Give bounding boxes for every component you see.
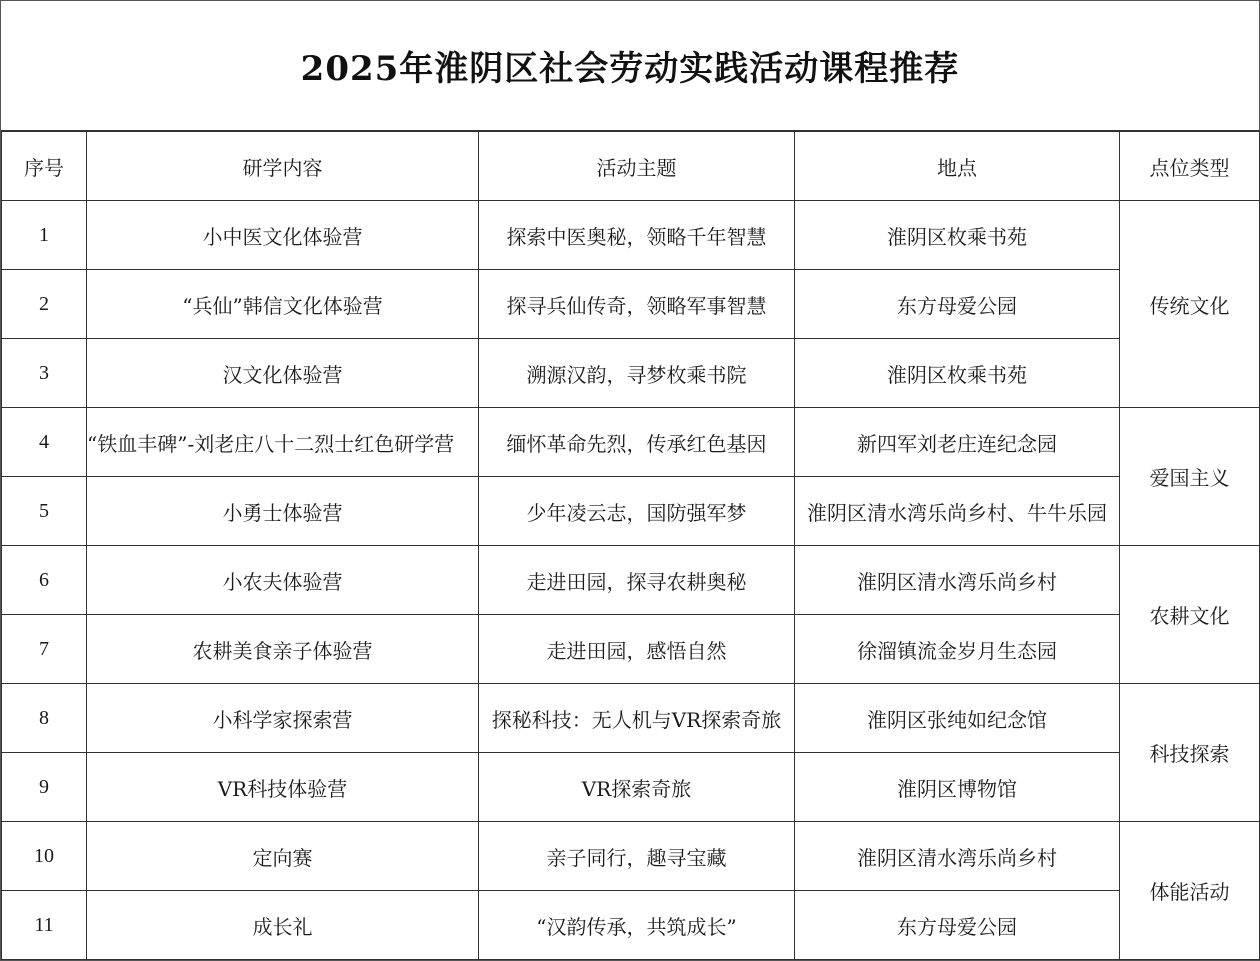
cell-no[interactable]: 4 [2,408,87,477]
cell-no[interactable]: 8 [2,684,87,753]
header-place[interactable]: 地点 [795,132,1120,201]
cell-content-text: “铁血丰碑”-刘老庄八十二烈士红色研学营 [87,431,455,456]
title-cell[interactable] [1,1,1259,131]
cell-content[interactable] [87,408,479,477]
table-row [2,339,1260,408]
cell-theme[interactable]: 亲子同行，趣寻宝藏 [479,822,795,891]
cell-no[interactable]: 7 [2,615,87,684]
table-row [2,891,1260,960]
cell-place[interactable]: 淮阴区清水湾乐尚乡村 [795,822,1120,891]
cell-theme[interactable]: 探秘科技：无人机与VR探索奇旅 [479,684,795,753]
cell-place[interactable]: 淮阴区张纯如纪念馆 [795,684,1120,753]
cell-theme[interactable]: 溯源汉韵，寻梦枚乘书院 [479,339,795,408]
cell-theme[interactable]: “汉韵传承，共筑成长” [479,891,795,960]
cell-type[interactable]: 科技探索 [1120,684,1260,822]
cell-place[interactable]: 淮阴区清水湾乐尚乡村 [795,546,1120,615]
cell-no[interactable]: 11 [2,891,87,960]
cell-place[interactable]: 东方母爱公园 [795,270,1120,339]
cell-content[interactable]: 小农夫体验营 [87,546,479,615]
page-title: 2025年淮阴区社会劳动实践活动课程推荐 [300,49,960,89]
cell-no[interactable]: 9 [2,753,87,822]
cell-content[interactable]: 定向赛 [87,822,479,891]
cell-content[interactable]: “兵仙”韩信文化体验营 [87,270,479,339]
table-row [2,201,1260,270]
cell-content[interactable]: 汉文化体验营 [87,339,479,408]
cell-place[interactable]: 新四军刘老庄连纪念园 [795,408,1120,477]
cell-place[interactable]: 徐溜镇流金岁月生态园 [795,615,1120,684]
cell-content[interactable]: 小勇士体验营 [87,477,479,546]
cell-content[interactable]: VR科技体验营 [87,753,479,822]
cell-no[interactable]: 10 [2,822,87,891]
cell-type[interactable]: 农耕文化 [1120,546,1260,684]
cell-no[interactable]: 6 [2,546,87,615]
cell-theme[interactable]: VR探索奇旅 [479,753,795,822]
cell-content[interactable]: 小中医文化体验营 [87,201,479,270]
table-row [2,477,1260,546]
cell-no[interactable]: 1 [2,201,87,270]
cell-theme[interactable]: 走进田园，探寻农耕奥秘 [479,546,795,615]
header-content[interactable]: 研学内容 [87,132,479,201]
cell-no[interactable]: 5 [2,477,87,546]
cell-theme[interactable]: 探寻兵仙传奇，领略军事智慧 [479,270,795,339]
table-row [2,822,1260,891]
cell-place[interactable]: 淮阴区博物馆 [795,753,1120,822]
cell-theme[interactable]: 少年凌云志，国防强军梦 [479,477,795,546]
cell-type[interactable]: 体能活动 [1120,822,1260,960]
cell-type[interactable]: 传统文化 [1120,201,1260,408]
cell-place[interactable]: 淮阴区清水湾乐尚乡村、牛牛乐园 [795,477,1120,546]
cell-theme[interactable]: 探索中医奥秘，领略千年智慧 [479,201,795,270]
table-row [2,546,1260,615]
cell-type[interactable]: 爱国主义 [1120,408,1260,546]
table-row [2,753,1260,822]
course-table [1,131,1260,960]
header-row [2,132,1260,201]
header-no[interactable]: 序号 [2,132,87,201]
header-theme[interactable]: 活动主题 [479,132,795,201]
table-row [2,684,1260,753]
cell-theme[interactable]: 走进田园，感悟自然 [479,615,795,684]
header-type[interactable]: 点位类型 [1120,132,1260,201]
cell-content[interactable]: 成长礼 [87,891,479,960]
cell-no[interactable]: 2 [2,270,87,339]
table-row [2,615,1260,684]
cell-content[interactable]: 小科学家探索营 [87,684,479,753]
cell-content[interactable]: 农耕美食亲子体验营 [87,615,479,684]
cell-place[interactable]: 淮阴区枚乘书苑 [795,201,1120,270]
cell-theme[interactable]: 缅怀革命先烈，传承红色基因 [479,408,795,477]
cell-place[interactable]: 东方母爱公园 [795,891,1120,960]
cell-place[interactable]: 淮阴区枚乘书苑 [795,339,1120,408]
table-row [2,270,1260,339]
cell-no[interactable]: 3 [2,339,87,408]
table-row [2,408,1260,477]
